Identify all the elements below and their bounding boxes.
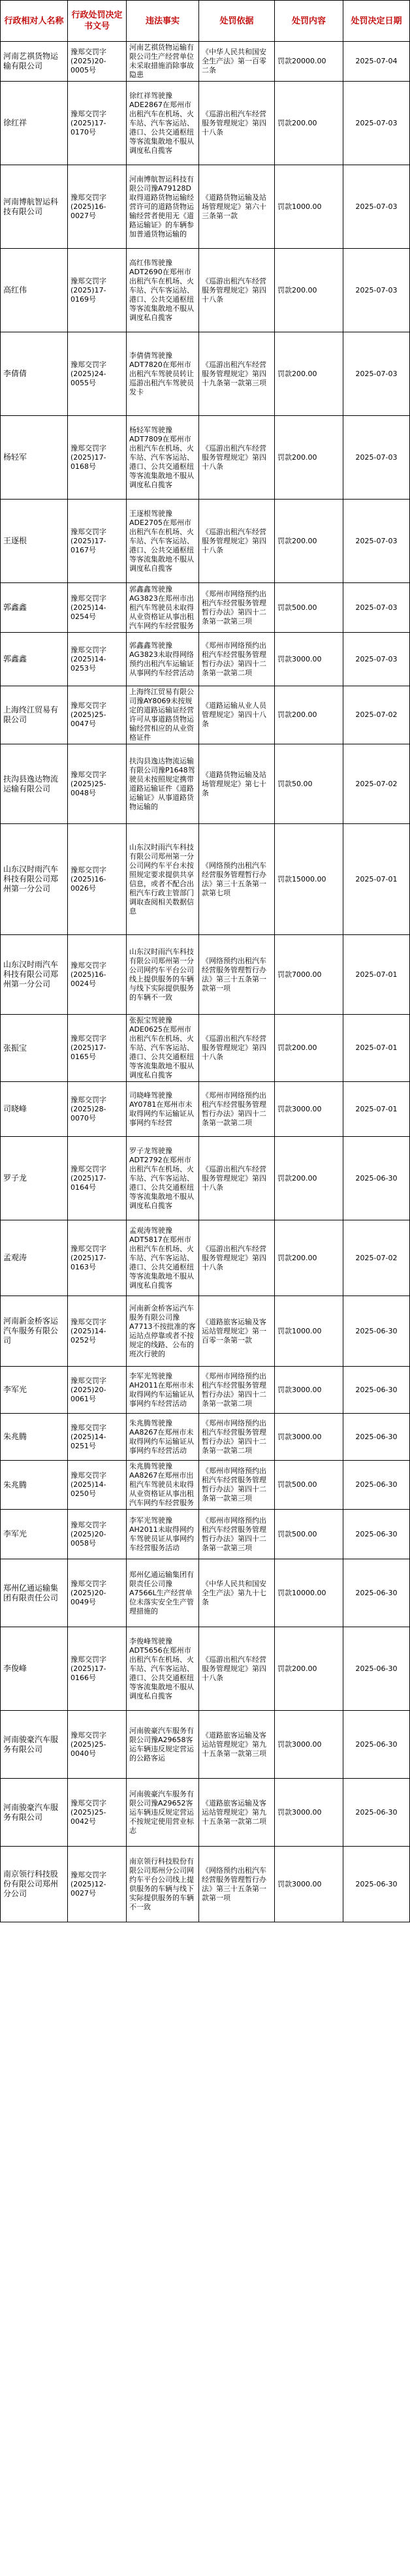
header-violation-fact: 违法事实 — [127, 1, 199, 42]
cell-decision-date: 2025-06-30 — [343, 1367, 410, 1414]
table-body — [1, 42, 410, 1922]
cell-decision-date: 2025-07-03 — [343, 633, 410, 686]
cell-doc-number: 豫郑交罚字(2025)20-0005号 — [68, 42, 127, 82]
cell-doc-number: 豫郑交罚字(2025)17-0166号 — [68, 1627, 127, 1711]
cell-decision-date: 2025-06-30 — [343, 1461, 410, 1510]
cell-name: 李倩倩 — [1, 332, 68, 416]
cell-decision-date: 2025-07-02 — [343, 1220, 410, 1296]
cell-penalty-basis: 《巡游出租汽车经营服务管理规定》第四十八条 — [199, 500, 275, 583]
cell-doc-number: 豫郑交罚字(2025)20-0049号 — [68, 1559, 127, 1627]
cell-decision-date: 2025-07-03 — [343, 165, 410, 249]
cell-penalty-content: 罚款3000.00 — [275, 1847, 343, 1922]
cell-penalty-basis: 《郑州市网络预约出租汽车经营服务管理暂行办法》第四十二条第一款第三项 — [199, 1510, 275, 1559]
cell-penalty-basis: 《巡游出租汽车经营服务管理规定》第四十九条第一款第三项 — [199, 332, 275, 416]
cell-decision-date: 2025-06-30 — [343, 1137, 410, 1220]
cell-doc-number: 豫郑交罚字(2025)16-0026号 — [68, 824, 127, 935]
cell-penalty-basis: 《网络预约出租汽车经营服务管理暂行办法》第三十五条第一款第一项 — [199, 1847, 275, 1922]
cell-decision-date: 2025-07-03 — [343, 416, 410, 500]
cell-name: 河南艺祺货物运输有限公司 — [1, 42, 68, 82]
cell-violation-fact: 南京领行科技股份有限公司郑州分公司网约车平台公司线上提供服务的车辆与线下实际提供服务的车辆不一致 — [127, 1847, 199, 1922]
header-name: 行政相对人名称 — [1, 1, 68, 42]
cell-penalty-basis: 《巡游出租汽车经营服务管理规定》第四十八条 — [199, 1015, 275, 1082]
cell-doc-number: 豫郑交罚字(2025)14-0250号 — [68, 1461, 127, 1510]
table-row — [1, 42, 410, 82]
cell-doc-number: 豫郑交罚字(2025)25-0042号 — [68, 1779, 127, 1847]
table-row — [1, 1296, 410, 1367]
cell-penalty-content: 罚款3000.00 — [275, 1414, 343, 1461]
cell-penalty-basis: 《巡游出租汽车经营服务管理规定》第四十八条 — [199, 249, 275, 332]
cell-decision-date: 2025-07-03 — [343, 82, 410, 165]
table-row — [1, 416, 410, 500]
table-row — [1, 824, 410, 935]
cell-penalty-basis: 《中华人民共和国安全生产法》第九十七条 — [199, 1559, 275, 1627]
cell-penalty-content: 罚款500.00 — [275, 583, 343, 633]
cell-violation-fact: 张振宝驾驶豫ADE0625在郑州市出租汽车在机场、火车站、汽车客运站、港口、公共交通枢纽等客流集散地不服从调度私自揽客 — [127, 1015, 199, 1082]
cell-doc-number: 豫郑交罚字(2025)16-0027号 — [68, 165, 127, 249]
cell-decision-date: 2025-07-04 — [343, 42, 410, 82]
cell-decision-date: 2025-06-30 — [343, 1711, 410, 1779]
cell-penalty-basis: 《郑州市网络预约出租汽车经营服务管理暂行办法》第四十二条第一款第二项 — [199, 1414, 275, 1461]
cell-violation-fact: 郭鑫鑫驾驶豫AG3823未取得网络预约出租汽车运输证从事网约车经营活动 — [127, 633, 199, 686]
cell-penalty-content: 罚款200.00 — [275, 1220, 343, 1296]
cell-penalty-basis: 《郑州市网络预约出租汽车经营服务管理暂行办法》第四十二条第一款第二项 — [199, 1082, 275, 1137]
cell-doc-number: 豫郑交罚字(2025)20-0058号 — [68, 1510, 127, 1559]
cell-name: 河南博航智运科技有限公司 — [1, 165, 68, 249]
cell-penalty-content: 罚款20000.00 — [275, 42, 343, 82]
table-row — [1, 583, 410, 633]
table-row — [1, 744, 410, 824]
cell-violation-fact: 李倩倩驾驶豫ADT7820在郑州市出租汽车驾驶员转让巡游出租汽车驾驶员发卡 — [127, 332, 199, 416]
cell-violation-fact: 河南骏豪汽车服务有限公司豫A29652客运车辆违反规定营运不按规定使用营业标志 — [127, 1779, 199, 1847]
cell-decision-date: 2025-06-30 — [343, 1510, 410, 1559]
cell-penalty-content: 罚款200.00 — [275, 1015, 343, 1082]
cell-name: 河南新金桥客运汽车服务有限公司 — [1, 1296, 68, 1367]
cell-penalty-basis: 《巡游出租汽车经营服务管理规定》第四十八条 — [199, 1627, 275, 1711]
cell-decision-date: 2025-07-03 — [343, 332, 410, 416]
cell-decision-date: 2025-07-01 — [343, 1015, 410, 1082]
cell-violation-fact: 司晓峰驾驶豫AY0781在郑州市未取得网约车运输证从事网约车经营 — [127, 1082, 199, 1137]
cell-name: 郭鑫鑫 — [1, 583, 68, 633]
cell-name: 郭鑫鑫 — [1, 633, 68, 686]
header-penalty-basis: 处罚依据 — [199, 1, 275, 42]
table-row — [1, 1015, 410, 1082]
cell-penalty-basis: 《道路运输从业人员管理规定》第四十八条 — [199, 686, 275, 744]
cell-penalty-basis: 《中华人民共和国安全生产法》第一百零二条 — [199, 42, 275, 82]
cell-decision-date: 2025-07-01 — [343, 824, 410, 935]
cell-penalty-content: 罚款3000.00 — [275, 1711, 343, 1779]
cell-penalty-basis: 《道路旅客运输及客运站管理规定》第九十五条第一款第二项 — [199, 1779, 275, 1847]
cell-violation-fact: 河南博航智运科技有限公司豫A79128D取得道路货物运输经营许可的道路货物运输经营者使用无《道路运输证》的车辆参加普通货物运输的 — [127, 165, 199, 249]
cell-doc-number: 豫郑交罚字(2025)17-0168号 — [68, 416, 127, 500]
cell-doc-number: 豫郑交罚字(2025)20-0061号 — [68, 1367, 127, 1414]
cell-penalty-content: 罚款200.00 — [275, 416, 343, 500]
table-row — [1, 1559, 410, 1627]
cell-name: 郑州亿通运输集团有限责任公司 — [1, 1559, 68, 1627]
cell-penalty-basis: 《巡游出租汽车经营服务管理规定》第四十八条 — [199, 1220, 275, 1296]
cell-violation-fact: 朱兆腾驾驶豫AA8267在郑州市未取得网约车运输证从事网约车经营活动 — [127, 1414, 199, 1461]
cell-penalty-content: 罚款1000.00 — [275, 165, 343, 249]
cell-name: 上海终江贸易有限公司 — [1, 686, 68, 744]
cell-penalty-basis: 《郑州市网络预约出租汽车经营服务管理暂行办法》第四十二条第一款第三项 — [199, 583, 275, 633]
cell-name: 罗子龙 — [1, 1137, 68, 1220]
cell-violation-fact: 郭鑫鑫驾驶豫AG3823在郑州市出租汽车驾驶员未取得从业资格证从事出租汽车网约车经营服务 — [127, 583, 199, 633]
table-row — [1, 1779, 410, 1847]
cell-name: 朱兆腾 — [1, 1461, 68, 1510]
cell-name: 王逐根 — [1, 500, 68, 583]
cell-doc-number: 豫郑交罚字(2025)14-0253号 — [68, 633, 127, 686]
cell-violation-fact: 罗子龙驾驶豫ADT2792在郑州市出租汽车在机场、火车站、汽车客运站、港口、公共交通枢纽等客流集散地不服从调度私自揽客 — [127, 1137, 199, 1220]
table-row — [1, 935, 410, 1015]
cell-penalty-content: 罚款500.00 — [275, 1461, 343, 1510]
cell-doc-number: 豫郑交罚字(2025)17-0170号 — [68, 82, 127, 165]
cell-doc-number: 豫郑交罚字(2025)17-0165号 — [68, 1015, 127, 1082]
cell-penalty-content: 罚款500.00 — [275, 1510, 343, 1559]
cell-name: 河南骏豪汽车服务有限公司 — [1, 1711, 68, 1779]
cell-decision-date: 2025-07-02 — [343, 744, 410, 824]
cell-doc-number: 豫郑交罚字(2025)25-0048号 — [68, 744, 127, 824]
table-row — [1, 1510, 410, 1559]
cell-penalty-basis: 《网络预约出租汽车经营服务管理暂行办法》第三十五条第一款第七项 — [199, 824, 275, 935]
cell-violation-fact: 王逐根驾驶豫ADE2705在郑州市出租汽车在机场、火车站、汽车客运站、港口、公共交通枢纽等客流集散地不服从调度私自揽客 — [127, 500, 199, 583]
table-row — [1, 1711, 410, 1779]
cell-violation-fact: 扶沟县逸达物流运输有限公司豫P1648驾驶员未按照规定携带道路运输证件《道路运输证》从事道路货物运输的 — [127, 744, 199, 824]
cell-decision-date: 2025-07-03 — [343, 249, 410, 332]
table-row — [1, 1220, 410, 1296]
cell-name: 山东汉时雨汽车科技有限公司郑州第一分公司 — [1, 824, 68, 935]
cell-violation-fact: 孟观涛驾驶豫ADT5817在郑州市出租汽车在机场、火车站、汽车客运站、港口、公共交通枢纽等客流集散地不服从调度私自揽客 — [127, 1220, 199, 1296]
table-row — [1, 1847, 410, 1922]
cell-name: 扶沟县逸达物流运输有限公司 — [1, 744, 68, 824]
table-row — [1, 500, 410, 583]
header-penalty-content: 处罚内容 — [275, 1, 343, 42]
cell-violation-fact: 上海终江贸易有限公司豫AY8069未按规定的道路运输证经营许可从事道路货物运输经营相应的从业资格证件 — [127, 686, 199, 744]
cell-penalty-content: 罚款200.00 — [275, 249, 343, 332]
cell-penalty-basis: 《道路货物运输及站场管理规定》第七十条 — [199, 744, 275, 824]
cell-violation-fact: 河南新金桥客运汽车服务有限公司豫A7713不按批准的客运站点停靠或者不按规定的线路、公布的班次行驶的 — [127, 1296, 199, 1367]
cell-penalty-content: 罚款3000.00 — [275, 633, 343, 686]
cell-decision-date: 2025-06-30 — [343, 1627, 410, 1711]
cell-penalty-basis: 《道路货物运输及站场管理规定》第六十三条第一款 — [199, 165, 275, 249]
cell-penalty-basis: 《巡游出租汽车经营服务管理规定》第四十八条 — [199, 1137, 275, 1220]
cell-decision-date: 2025-06-30 — [343, 1847, 410, 1922]
cell-penalty-content: 罚款200.00 — [275, 686, 343, 744]
cell-violation-fact: 河南艺祺货物运输有限公司生产经营单位未采取措施消除事故隐患 — [127, 42, 199, 82]
cell-decision-date: 2025-06-30 — [343, 1779, 410, 1847]
table-row — [1, 1367, 410, 1414]
table-row — [1, 1461, 410, 1510]
cell-violation-fact: 李军光驾驶豫AH2011在郑州市未取得网约车运输证从事网约车经营活动 — [127, 1367, 199, 1414]
cell-penalty-basis: 《郑州市网络预约出租汽车经营服务管理暂行办法》第四十二条第一款第二项 — [199, 1367, 275, 1414]
cell-violation-fact: 河南骏豪汽车服务有限公司豫A29658客运车辆违反规定营运的公路客运 — [127, 1711, 199, 1779]
cell-penalty-content: 罚款3000.00 — [275, 1367, 343, 1414]
cell-penalty-basis: 《巡游出租汽车经营服务管理规定》第四十八条 — [199, 82, 275, 165]
cell-penalty-content: 罚款1000.00 — [275, 1296, 343, 1367]
cell-decision-date: 2025-07-01 — [343, 935, 410, 1015]
cell-penalty-content: 罚款7000.00 — [275, 935, 343, 1015]
cell-penalty-content: 罚款200.00 — [275, 1627, 343, 1711]
cell-decision-date: 2025-07-02 — [343, 686, 410, 744]
cell-doc-number: 豫郑交罚字(2025)17-0163号 — [68, 1220, 127, 1296]
cell-name: 司晓峰 — [1, 1082, 68, 1137]
cell-violation-fact: 杨轻军驾驶豫ADT7809在郑州市出租汽车在机场、火车站、汽车客运站、港口、公共交通枢纽等客流集散地不服从调度私自揽客 — [127, 416, 199, 500]
cell-doc-number: 豫郑交罚字(2025)17-0164号 — [68, 1137, 127, 1220]
cell-violation-fact: 李军光驾驶豫AH2011未取得网约车驾驶员证从事网约车经营服务活动 — [127, 1510, 199, 1559]
cell-doc-number: 豫郑交罚字(2025)17-0169号 — [68, 249, 127, 332]
cell-violation-fact: 高红伟驾驶豫ADT2690在郑州市出租汽车在机场、火车站、汽车客运站、港口、公共交通枢纽等客流集散地不服从调度私自揽客 — [127, 249, 199, 332]
cell-penalty-basis: 《道路旅客运输及客运站管理规定》第一百零一条第一款 — [199, 1296, 275, 1367]
table-row — [1, 165, 410, 249]
cell-doc-number: 豫郑交罚字(2025)16-0024号 — [68, 935, 127, 1015]
table-row — [1, 1082, 410, 1137]
cell-penalty-basis: 《巡游出租汽车经营服务管理规定》第四十八条 — [199, 416, 275, 500]
cell-doc-number: 豫郑交罚字(2025)14-0251号 — [68, 1414, 127, 1461]
cell-penalty-content: 罚款200.00 — [275, 1137, 343, 1220]
cell-penalty-basis: 《道路旅客运输及客运站管理规定》第九十五条第一款第三项 — [199, 1711, 275, 1779]
cell-name: 张振宝 — [1, 1015, 68, 1082]
table-row — [1, 82, 410, 165]
cell-name: 杨轻军 — [1, 416, 68, 500]
cell-penalty-content: 罚款15000.00 — [275, 824, 343, 935]
cell-name: 朱兆腾 — [1, 1414, 68, 1461]
cell-violation-fact: 徐红祥驾驶豫ADE2867在郑州市出租汽车在机场、火车站、汽车客运站、港口、公共交通枢纽等客流集散地不服从调度私自揽客 — [127, 82, 199, 165]
cell-decision-date: 2025-07-03 — [343, 500, 410, 583]
cell-doc-number: 豫郑交罚字(2025)12-0027号 — [68, 1847, 127, 1922]
table-row — [1, 249, 410, 332]
table-row — [1, 1137, 410, 1220]
cell-penalty-content: 罚款200.00 — [275, 500, 343, 583]
cell-name: 南京领行科技股份有限公司郑州分公司 — [1, 1847, 68, 1922]
table-row — [1, 633, 410, 686]
cell-penalty-content: 罚款3000.00 — [275, 1779, 343, 1847]
cell-name: 李军光 — [1, 1510, 68, 1559]
cell-name: 孟观涛 — [1, 1220, 68, 1296]
table-row — [1, 1627, 410, 1711]
table-row — [1, 686, 410, 744]
cell-doc-number: 豫郑交罚字(2025)14-0252号 — [68, 1296, 127, 1367]
cell-decision-date: 2025-06-30 — [343, 1559, 410, 1627]
cell-penalty-content: 罚款3000.00 — [275, 1082, 343, 1137]
cell-violation-fact: 朱兆腾驾驶豫AA8267在郑州市出租汽车驾驶员未取得从业资格证从事出租汽车网约车经营服务 — [127, 1461, 199, 1510]
header-doc-number: 行政处罚决定书文号 — [68, 1, 127, 42]
cell-doc-number: 豫郑交罚字(2025)25-0040号 — [68, 1711, 127, 1779]
cell-penalty-content: 罚款50.00 — [275, 744, 343, 824]
cell-decision-date: 2025-06-30 — [343, 1296, 410, 1367]
header-row — [1, 1, 410, 42]
cell-doc-number: 豫郑交罚字(2025)25-0047号 — [68, 686, 127, 744]
cell-violation-fact: 李俊峰驾驶豫ADT5656在郑州市出租汽车在机场、火车站、汽车客运站、港口、公共交通枢纽等客流集散地不服从调度私自揽客 — [127, 1627, 199, 1711]
cell-penalty-content: 罚款200.00 — [275, 82, 343, 165]
cell-name: 山东汉时雨汽车科技有限公司郑州第一分公司 — [1, 935, 68, 1015]
table-row — [1, 332, 410, 416]
table-row — [1, 1414, 410, 1461]
cell-decision-date: 2025-07-03 — [343, 583, 410, 633]
cell-penalty-basis: 《网络预约出租汽车经营服务管理暂行办法》第三十五条第一款第一项 — [199, 935, 275, 1015]
cell-decision-date: 2025-07-01 — [343, 1082, 410, 1137]
cell-name: 河南骏豪汽车服务有限公司 — [1, 1779, 68, 1847]
cell-name: 李军光 — [1, 1367, 68, 1414]
cell-name: 高红伟 — [1, 249, 68, 332]
cell-doc-number: 豫郑交罚字(2025)14-0254号 — [68, 583, 127, 633]
cell-violation-fact: 郑州亿通运输集团有限责任公司豫A7566L生产经营单位未落实安全生产管理措施的 — [127, 1559, 199, 1627]
cell-violation-fact: 山东汉时雨汽车科技有限公司郑州第一分公司网约车平台公司线上提供服务的车辆与线下实际提供服务的车辆不一致 — [127, 935, 199, 1015]
cell-doc-number: 豫郑交罚字(2025)28-0070号 — [68, 1082, 127, 1137]
cell-name: 李俊峰 — [1, 1627, 68, 1711]
cell-penalty-basis: 《郑州市网络预约出租汽车经营服务管理暂行办法》第四十二条第一款第三项 — [199, 1461, 275, 1510]
cell-name: 徐红祥 — [1, 82, 68, 165]
cell-decision-date: 2025-06-30 — [343, 1414, 410, 1461]
cell-penalty-content: 罚款200.00 — [275, 332, 343, 416]
cell-doc-number: 豫郑交罚字(2025)17-0167号 — [68, 500, 127, 583]
cell-penalty-basis: 《郑州市网络预约出租汽车经营服务管理暂行办法》第四十二条第一款第二项 — [199, 633, 275, 686]
cell-violation-fact: 山东汉时雨汽车科技有限公司郑州第一分公司网约车平台未按照规定要求提供共享信息，或者不配合出租汽车行政主管部门调取查阅相关数据信息 — [127, 824, 199, 935]
header-decision-date: 处罚决定日期 — [343, 1, 410, 42]
cell-doc-number: 豫郑交罚字(2025)24-0055号 — [68, 332, 127, 416]
cell-penalty-content: 罚款10000.00 — [275, 1559, 343, 1627]
